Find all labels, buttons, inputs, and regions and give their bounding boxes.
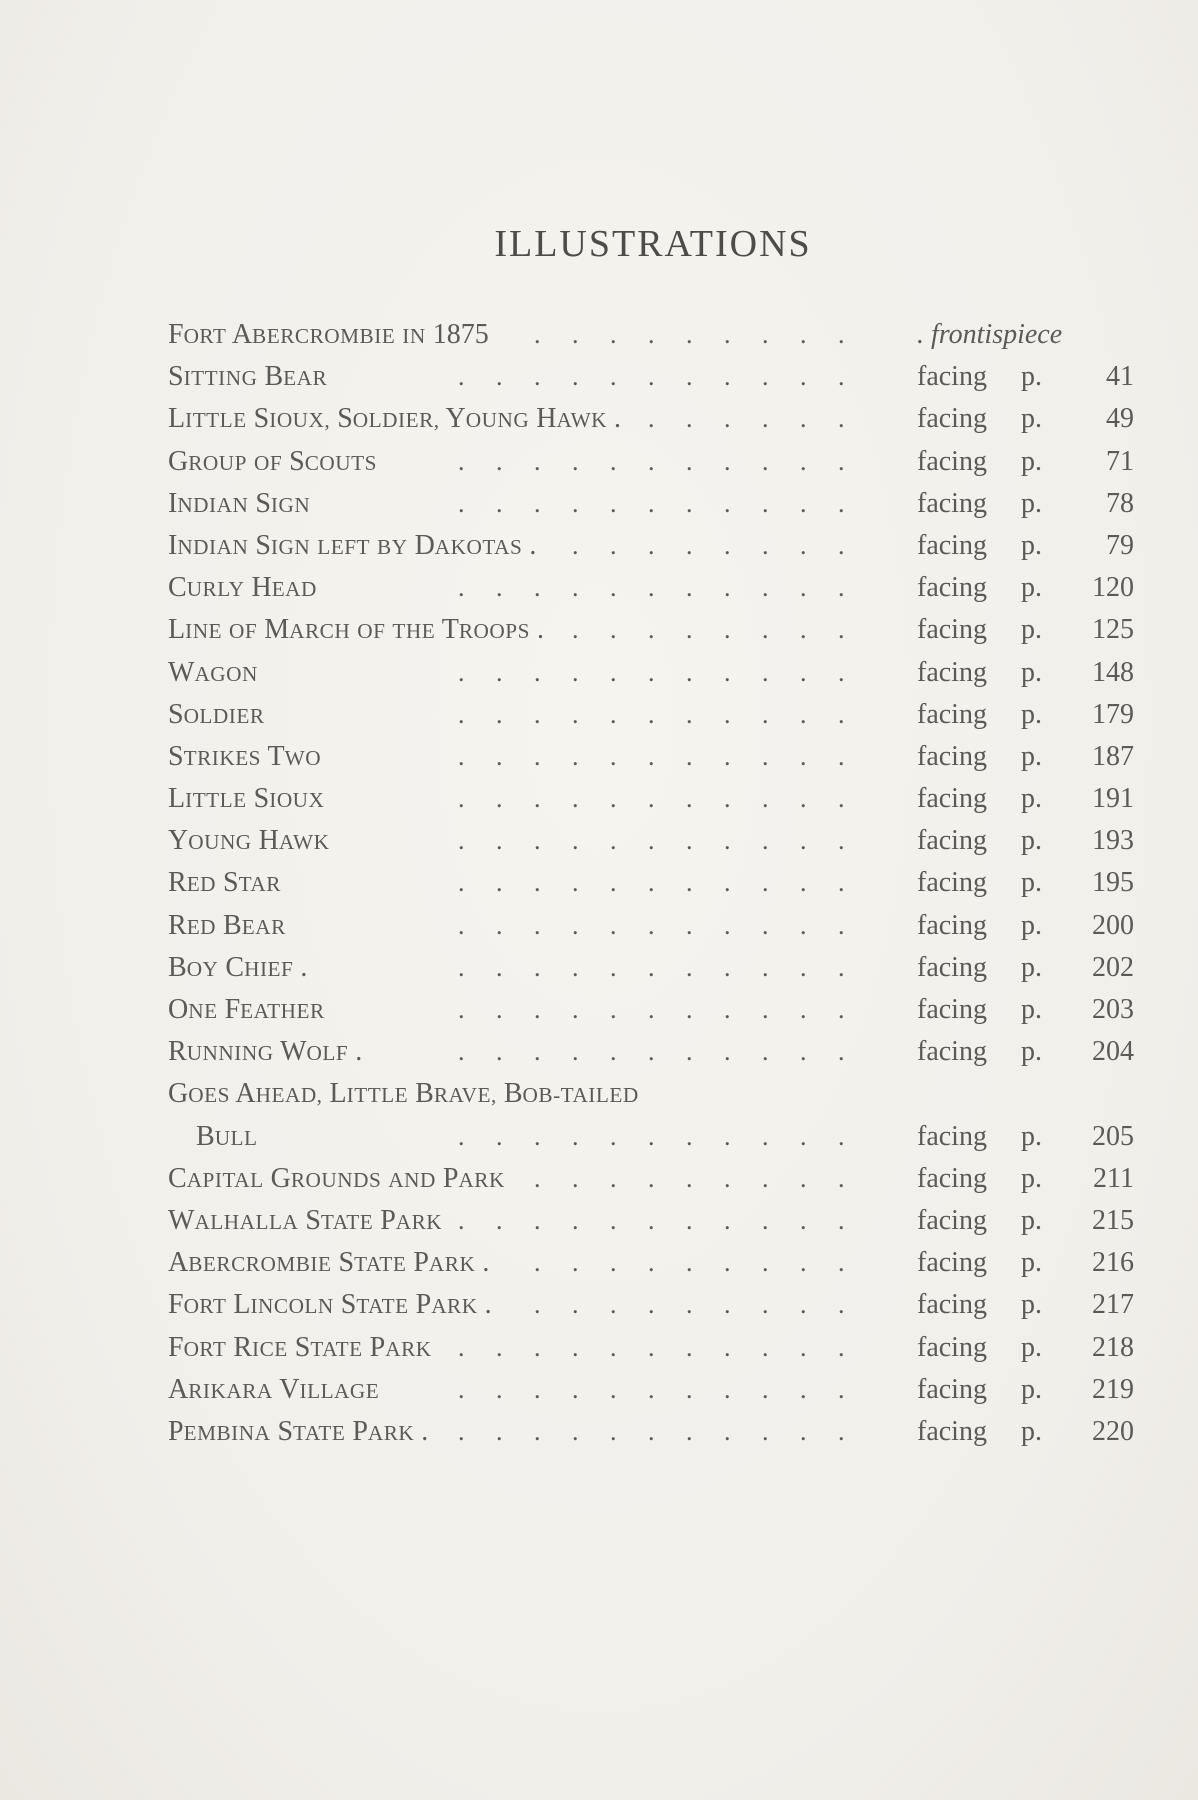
facing-label: facing — [917, 783, 987, 815]
page-number: 41 — [1106, 361, 1134, 393]
page-reference: . frontispiece — [917, 319, 1063, 350]
illustration-title: INDIAN SIGN LEFT BY DAKOTAS . — [168, 529, 537, 561]
page-abbrev: p. — [1021, 529, 1042, 561]
page-abbrev: p. — [1021, 1415, 1042, 1447]
page-abbrev: p. — [1021, 487, 1042, 519]
page-number: 204 — [1092, 1036, 1134, 1068]
page-title: ILLUSTRATIONS — [494, 223, 812, 265]
facing-label: facing — [917, 740, 987, 772]
illustration-title: STRIKES TWO — [168, 740, 322, 772]
illustration-title: WALHALLA STATE PARK — [168, 1204, 443, 1236]
facing-label: facing — [917, 1204, 987, 1236]
facing-label: facing — [917, 825, 987, 857]
list-item: BOY CHIEF . . . . . . . . . . . . facing p. 202 — [0, 947, 1198, 989]
page-abbrev: p. — [1021, 1204, 1042, 1236]
list-item: BULL . . . . . . . . . . . facing p. 205 — [0, 1116, 1198, 1158]
page-number: 187 — [1092, 740, 1134, 772]
list-item: INDIAN SIGN LEFT BY DAKOTAS . . . . . . . . . facing p. 79 — [0, 525, 1198, 567]
list-item: ABERCROMBIE STATE PARK . . . . . . . . . . facing p. 216 — [0, 1242, 1198, 1284]
list-item: ARIKARA VILLAGE . . . . . . . . . . . facing p. 219 — [0, 1369, 1198, 1411]
illustration-title: ONE FEATHER — [168, 994, 325, 1025]
page-abbrev: p. — [1021, 572, 1042, 604]
illustration-title: FORT LINCOLN STATE PARK . — [168, 1289, 492, 1321]
facing-label: facing — [917, 1331, 987, 1363]
list-item: FORT RICE STATE PARK . . . . . . . . . . . facing p. 218 — [0, 1327, 1198, 1369]
illustration-title: CAPITAL GROUNDS AND PARK — [168, 1162, 505, 1194]
list-item: FORT LINCOLN STATE PARK . . . . . . . . . . facing p. 217 — [0, 1284, 1198, 1326]
illustration-title: SOLDIER — [168, 698, 265, 730]
list-item: SOLDIER . . . . . . . . . . . facing p. 179 — [0, 694, 1198, 736]
page-number: 202 — [1092, 951, 1134, 983]
page-abbrev: p. — [1021, 1120, 1042, 1152]
illustration-title: ABERCROMBIE STATE PARK . — [168, 1247, 490, 1279]
page-abbrev: p. — [1021, 614, 1042, 646]
page-abbrev: p. — [1021, 951, 1042, 983]
list-item: PEMBINA STATE PARK . . . . . . . . . . . . facing p. 220 — [0, 1411, 1198, 1453]
illustration-title: YOUNG HAWK — [168, 825, 330, 857]
page-number: 78 — [1106, 487, 1134, 519]
page-number: 215 — [1092, 1204, 1134, 1236]
facing-label: facing — [917, 951, 987, 983]
illustration-title: GOES AHEAD, LITTLE BRAVE, BOB-TAILED — [168, 1078, 639, 1110]
facing-label: facing — [917, 361, 987, 393]
facing-label: facing — [917, 1162, 987, 1194]
page-abbrev: p. — [1021, 698, 1042, 730]
illustration-title: FORT ABERCROMBIE IN 1875 — [168, 319, 489, 350]
list-item — [0, 1073, 1198, 1115]
page-number: 195 — [1092, 867, 1134, 899]
list-item: LITTLE SIOUX . . . . . . . . . . . facing p. 191 — [0, 778, 1198, 820]
page-number: 79 — [1106, 529, 1134, 561]
page-number: 125 — [1092, 614, 1134, 646]
facing-label: facing — [917, 614, 987, 646]
illustration-title: LITTLE SIOUX — [168, 783, 325, 815]
facing-label: facing — [917, 1036, 987, 1068]
page-abbrev: p. — [1021, 1036, 1042, 1068]
facing-label: facing — [917, 1247, 987, 1279]
illustrations-list — [0, 314, 1198, 1453]
illustration-title: BULL — [196, 1120, 258, 1152]
list-item: FORT ABERCROMBIE IN 1875 . . . . . . . . . . frontispiece — [0, 314, 1198, 356]
list-item: YOUNG HAWK . . . . . . . . . . . facing p. 193 — [0, 820, 1198, 862]
illustration-title: PEMBINA STATE PARK . — [168, 1415, 429, 1447]
illustration-title: BOY CHIEF . — [168, 951, 308, 983]
page-abbrev: p. — [1021, 783, 1042, 815]
page-number: 193 — [1092, 825, 1134, 857]
illustration-title: ARIKARA VILLAGE — [168, 1373, 380, 1405]
page-number: 200 — [1092, 909, 1134, 941]
page-abbrev: p. — [1021, 1331, 1042, 1363]
page-number: 205 — [1092, 1120, 1134, 1152]
page-number: 191 — [1092, 783, 1134, 815]
page-number: 219 — [1092, 1373, 1134, 1405]
page-number: 179 — [1092, 698, 1134, 730]
illustration-title: WAGON — [168, 656, 258, 688]
illustration-title: GROUP OF SCOUTS — [168, 445, 377, 477]
illustration-title: INDIAN SIGN — [168, 487, 311, 519]
list-item: INDIAN SIGN . . . . . . . . . . . facing p. 78 — [0, 483, 1198, 525]
facing-label: facing — [917, 1120, 987, 1152]
page-number: 217 — [1092, 1289, 1134, 1321]
page-number: 218 — [1092, 1331, 1134, 1363]
list-item: CAPITAL GROUNDS AND PARK . . . . . . . . . facing p. 211 — [0, 1158, 1198, 1200]
facing-label: facing — [917, 867, 987, 899]
page-abbrev: p. — [1021, 909, 1042, 941]
illustration-title: CURLY HEAD — [168, 572, 317, 604]
list-item: SITTING BEAR . . . . . . . . . . . facing p. 41 — [0, 356, 1198, 398]
illustration-title: RUNNING WOLF . — [168, 1036, 363, 1068]
list-item: RUNNING WOLF . . . . . . . . . . . . facing p. 204 — [0, 1031, 1198, 1073]
page-abbrev: p. — [1021, 656, 1042, 688]
facing-label: facing — [917, 1415, 987, 1447]
list-item: LINE OF MARCH OF THE TROOPS . . . . . . . . . facing p. 125 — [0, 609, 1198, 651]
page-number: 203 — [1092, 994, 1134, 1025]
page-number: 211 — [1093, 1162, 1134, 1194]
page-abbrev: p. — [1021, 994, 1042, 1025]
illustration-title: LINE OF MARCH OF THE TROOPS . — [168, 614, 544, 646]
page-abbrev: p. — [1021, 1289, 1042, 1321]
illustration-title: LITTLE SIOUX, SOLDIER, YOUNG HAWK . — [168, 403, 622, 435]
page-number: 120 — [1092, 572, 1134, 604]
page-number: 216 — [1092, 1247, 1134, 1279]
list-item: RED STAR . . . . . . . . . . . facing p. 195 — [0, 862, 1198, 904]
facing-label: facing — [917, 487, 987, 519]
facing-label: facing — [917, 909, 987, 941]
list-item: RED BEAR . . . . . . . . . . . facing p. 200 — [0, 905, 1198, 947]
page-abbrev: p. — [1021, 825, 1042, 857]
list-item: STRIKES TWO . . . . . . . . . . . facing p. 187 — [0, 736, 1198, 778]
facing-label: facing — [917, 1289, 987, 1321]
illustration-title: FORT RICE STATE PARK — [168, 1331, 432, 1363]
page-abbrev: p. — [1021, 1247, 1042, 1279]
list-item: LITTLE SIOUX, SOLDIER, YOUNG HAWK . . . . . . . facing p. 49 — [0, 398, 1198, 440]
facing-label: facing — [917, 994, 987, 1025]
page-number: 148 — [1092, 656, 1134, 688]
illustration-title: SITTING BEAR — [168, 361, 328, 393]
list-item: WALHALLA STATE PARK . . . . . . . . . . . facing p. 215 — [0, 1200, 1198, 1242]
facing-label: facing — [917, 698, 987, 730]
list-item: CURLY HEAD . . . . . . . . . . . facing p. 120 — [0, 567, 1198, 609]
page-number: 49 — [1106, 403, 1134, 435]
page-number: 220 — [1092, 1415, 1134, 1447]
list-item: WAGON . . . . . . . . . . . facing p. 148 — [0, 652, 1198, 694]
page-abbrev: p. — [1021, 1373, 1042, 1405]
list-item: GROUP OF SCOUTS . . . . . . . . . . . facing p. 71 — [0, 441, 1198, 483]
facing-label: facing — [917, 656, 987, 688]
page-abbrev: p. — [1021, 740, 1042, 772]
illustration-title: RED BEAR — [168, 909, 286, 941]
page-abbrev: p. — [1021, 403, 1042, 435]
page-abbrev: p. — [1021, 867, 1042, 899]
list-item: ONE FEATHER . . . . . . . . . . . facing p. 203 — [0, 989, 1198, 1031]
facing-label: facing — [917, 445, 987, 477]
page-abbrev: p. — [1021, 445, 1042, 477]
page-abbrev: p. — [1021, 1162, 1042, 1194]
facing-label: facing — [917, 529, 987, 561]
facing-label: facing — [917, 1373, 987, 1405]
illustration-title: RED STAR — [168, 867, 281, 899]
facing-label: facing — [917, 403, 987, 435]
page-abbrev: p. — [1021, 361, 1042, 393]
facing-label: facing — [917, 572, 987, 604]
page-number: 71 — [1106, 445, 1134, 477]
